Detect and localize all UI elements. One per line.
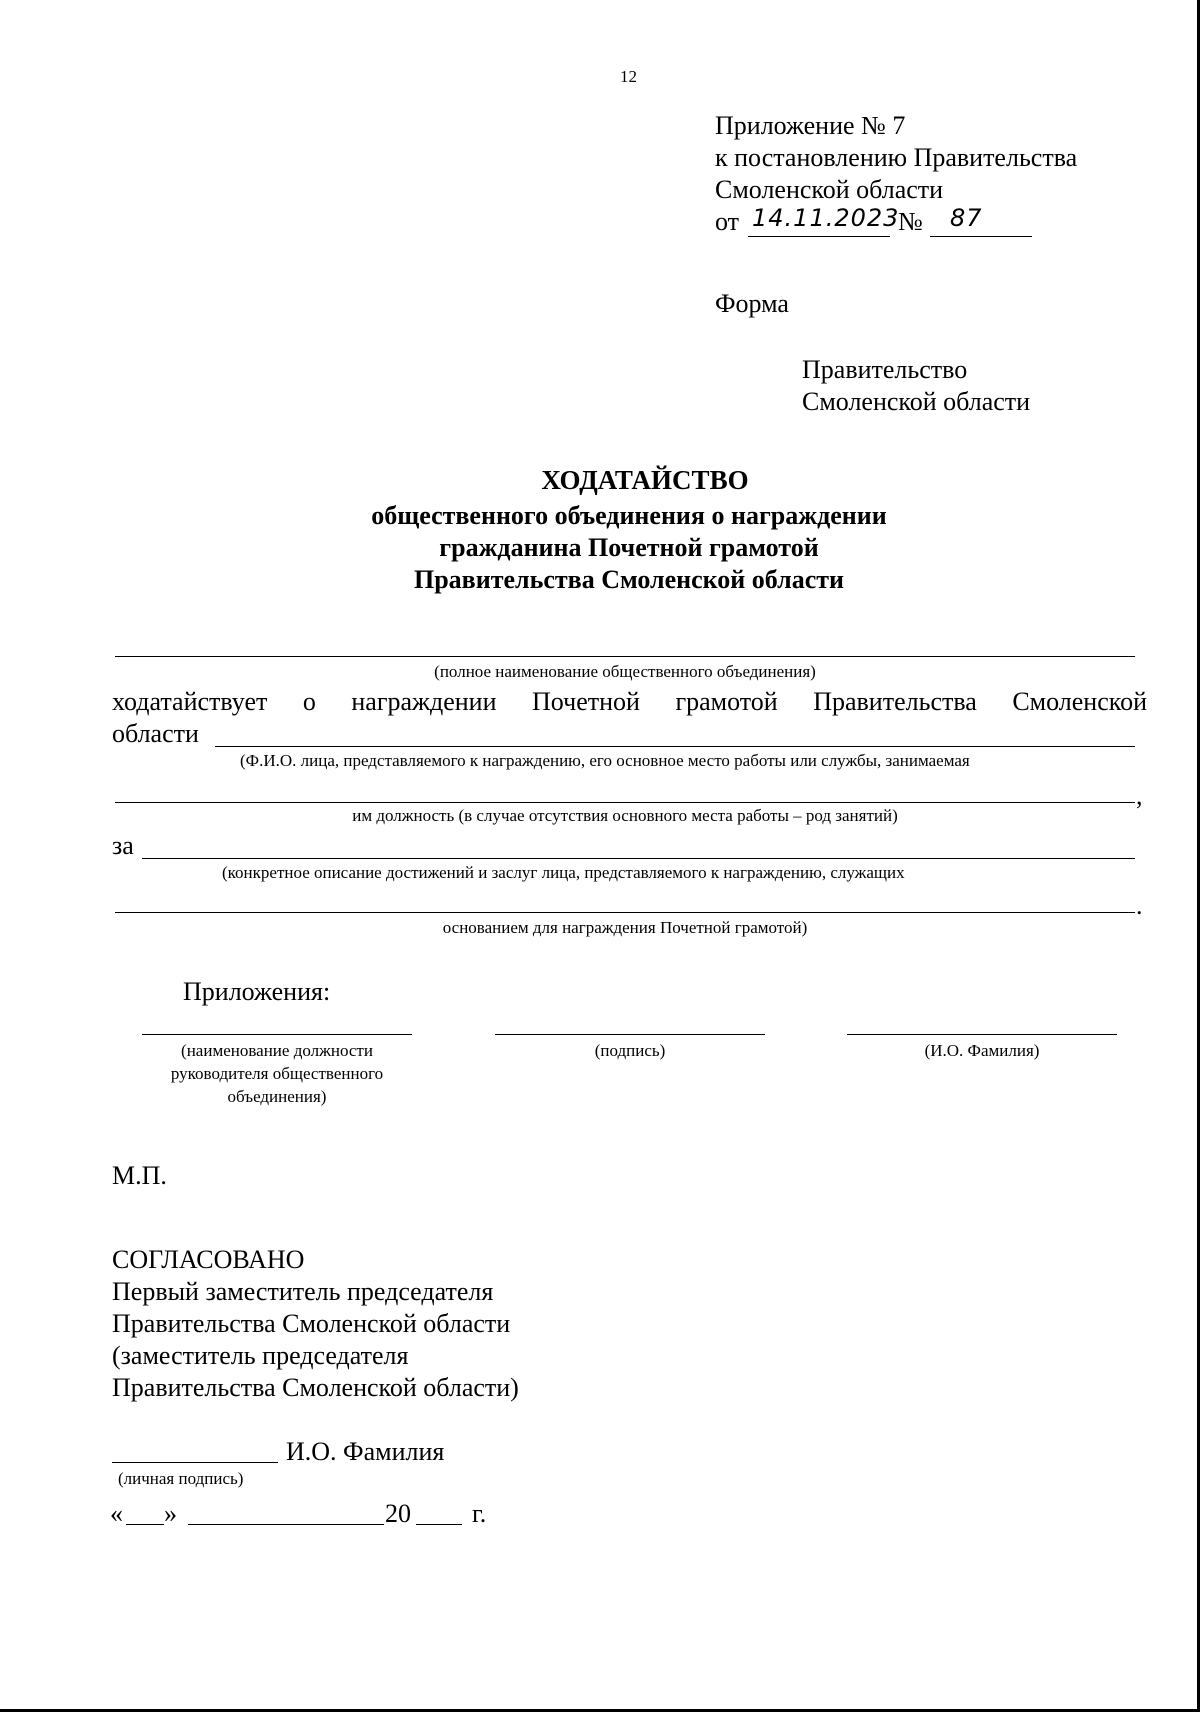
attachments-label: Приложения: (183, 977, 331, 1006)
caption-merit-1: (конкретное описание достижений и заслуг лица, представляемого к награждению, служащих (222, 863, 905, 882)
page-number: 12 (620, 67, 637, 86)
month-line (188, 1524, 384, 1525)
region-word: области (112, 719, 199, 748)
date-quote-open: « (110, 1499, 123, 1528)
appendix-from-label: от (715, 207, 740, 236)
name-signature-line (847, 1034, 1117, 1035)
personal-signature-line (112, 1462, 278, 1463)
form-label: Форма (715, 289, 789, 318)
document-title: ХОДАТАЙСТВО (541, 465, 749, 495)
appendix-region: Смоленской области (715, 175, 944, 204)
title-line1: общественного объединения о награждении (371, 501, 887, 530)
merit-line-1 (142, 858, 1135, 859)
caption-person-2: им должность (в случае отсутствия основного места работы – род занятий) (352, 806, 898, 825)
addressee-line1: Правительство (802, 355, 968, 384)
position-caption-2: руководителя общественного (170, 1064, 384, 1083)
appendix-title: Приложение № 7 (715, 111, 906, 140)
approval-line1: Первый заместитель председателя (112, 1277, 494, 1306)
person-line-1 (215, 746, 1135, 747)
caption-merit-2: основанием для награждения Почетной грамотой) (442, 918, 808, 937)
date-underline (748, 236, 890, 237)
personal-signature-caption: (личная подпись) (118, 1469, 244, 1488)
number-underline (930, 236, 1032, 237)
stamp-label: М.П. (112, 1161, 167, 1190)
petition-text: ходатайствует о награждении Почетной грамотой Правительства Смоленской (112, 687, 1147, 716)
appendix-number-label: № (898, 207, 923, 236)
position-caption-3: объединения) (227, 1087, 327, 1106)
year-prefix: 20 (385, 1499, 411, 1528)
date-quote-close: » (164, 1499, 177, 1528)
position-signature-line (142, 1034, 412, 1035)
approval-line4: Правительства Смоленской области) (112, 1373, 519, 1402)
za-word: за (112, 831, 134, 860)
name-caption: (И.О. Фамилия) (924, 1041, 1040, 1060)
position-caption-1: (наименование должности (181, 1041, 373, 1060)
day-line (126, 1524, 164, 1525)
approval-line3: (заместитель председателя (112, 1341, 409, 1370)
approval-agreed: СОГЛАСОВАНО (112, 1245, 305, 1274)
year-line (416, 1524, 462, 1525)
comma-mark: , (1136, 781, 1143, 810)
appendix-date-handwritten: 14.11.2023 (752, 204, 900, 232)
approval-name: И.О. Фамилия (286, 1437, 445, 1466)
year-suffix: г. (472, 1499, 487, 1528)
title-line2: гражданина Почетной грамотой (439, 533, 819, 562)
approval-line2: Правительства Смоленской области (112, 1309, 511, 1338)
signature-line (495, 1034, 765, 1035)
caption-org: (полное наименование общественного объединения) (434, 662, 816, 681)
person-line-2 (115, 802, 1135, 803)
appendix-number-handwritten: 87 (950, 204, 983, 232)
merit-line-2 (115, 912, 1135, 913)
period-mark: . (1136, 891, 1143, 920)
appendix-decree: к постановлению Правительства (715, 143, 1078, 172)
org-name-line (115, 656, 1135, 657)
title-line3: Правительства Смоленской области (413, 565, 844, 594)
caption-person-1: (Ф.И.О. лица, представляемого к награждению, его основное место работы или службы, занимаемая (240, 751, 970, 770)
signature-caption: (подпись) (594, 1041, 666, 1060)
addressee-line2: Смоленской области (802, 387, 1031, 416)
